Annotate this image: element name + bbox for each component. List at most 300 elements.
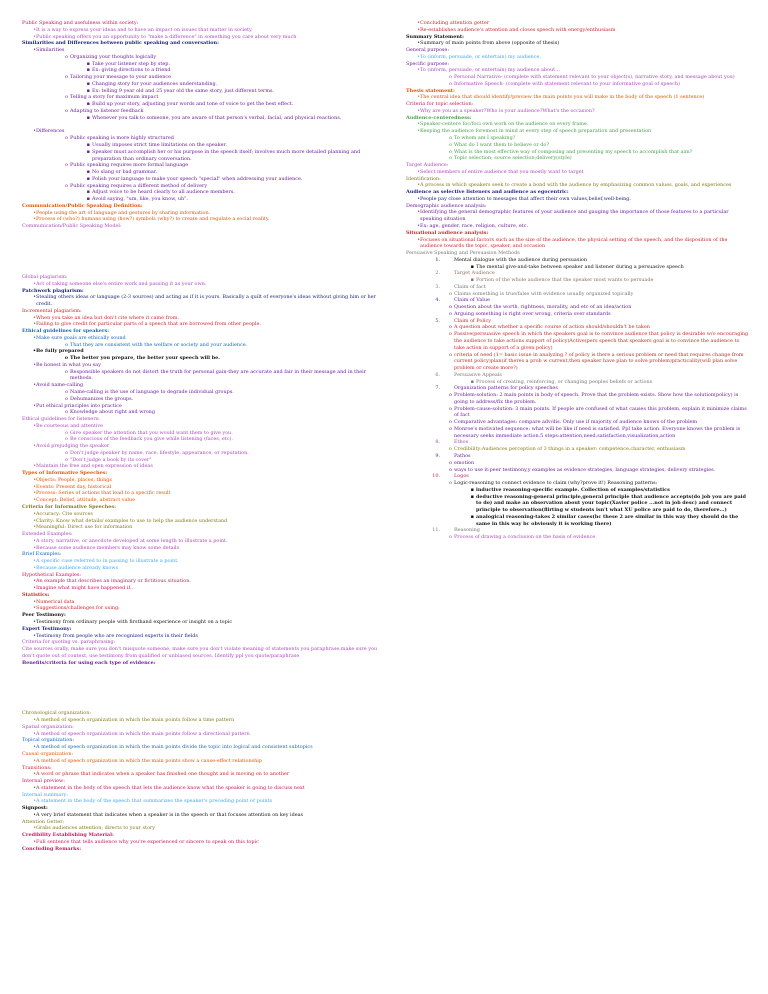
list-item: [22, 524, 384, 531]
item-text: Ex: age, gender, race, religion, culture, etc.: [420, 222, 529, 229]
bullet-icon: •: [33, 578, 36, 585]
bullet-icon: ▪: [86, 60, 90, 67]
list-item: [406, 94, 751, 101]
item-text: Statistics:: [22, 591, 50, 598]
list-item: [22, 335, 384, 342]
left-column: [22, 20, 384, 852]
item-text: Similarities: [36, 47, 65, 54]
bullet-icon: •: [33, 402, 36, 409]
bullet-icon: •: [33, 334, 36, 341]
bullet-icon: ▪: [470, 263, 474, 270]
list-number: 7.: [435, 385, 440, 392]
list-item: [406, 135, 751, 142]
bullet-icon: o: [65, 53, 68, 60]
item-text: A question about whether a specific course of action should/shouldn't be taken: [454, 324, 650, 331]
item-text: Specific purpose:: [406, 60, 449, 67]
bullet-icon: ▪: [86, 142, 90, 149]
bullet-icon: •: [33, 537, 36, 544]
bullet-icon: ▪: [86, 80, 90, 87]
list-item: [22, 94, 384, 101]
list-item: [22, 538, 384, 545]
section-heading: [22, 531, 384, 538]
bullet-icon: o: [449, 331, 452, 338]
list-item: [406, 108, 751, 115]
list-item: [22, 605, 384, 612]
item-text: Stealing others ideas or language (2-3 sources) and acting as if it is yours. Basically a quilt of everyone's ideas without giving him or her credit.: [36, 294, 376, 308]
list-item: [22, 183, 384, 190]
item-text: Give speaker the attention that you would want them to give you.: [70, 429, 233, 436]
list-item: [22, 812, 384, 819]
bullet-icon: o: [65, 162, 68, 169]
list-item: [22, 409, 384, 416]
list-item: [22, 403, 384, 410]
item-text: Comparative advantages: compare adv/dis. Only use if majority of audience knows of the problem: [454, 419, 698, 426]
item-text: Grabs audiences attention; directs to your story: [36, 825, 156, 832]
item-text: Summary Statement:: [406, 33, 464, 40]
item-text: Internal preview:: [22, 778, 65, 785]
bullet-icon: •: [417, 20, 420, 26]
item-text: Arguing something is right over wrong, criteria over standards: [454, 310, 611, 317]
section-heading: [406, 203, 751, 210]
bullet-icon: •: [33, 585, 36, 592]
item-text: Tailoring your message to your audience: [70, 74, 172, 81]
item-text: General purpose:: [406, 47, 449, 54]
item-text: Brief Examples:: [22, 551, 62, 558]
item-text: Topical organization:: [22, 737, 75, 744]
bullet-icon: •: [33, 717, 36, 724]
item-text: Responsible speakers do not distort the truth for personal gain-they are accurate and fair in their message and in their methods.: [70, 368, 367, 382]
list-item: [406, 352, 751, 372]
item-text: Ex: giving directions to a friend: [92, 67, 171, 74]
list-number: 6.: [435, 371, 440, 378]
section-heading: [22, 416, 384, 423]
list-item: [406, 514, 751, 528]
list-item: [406, 81, 751, 88]
list-item: [406, 297, 751, 304]
list-item: [22, 785, 384, 792]
list-number: 4.: [435, 297, 440, 304]
item-text: Telling a story for maximum impact: [70, 94, 159, 101]
list-item: [22, 518, 384, 525]
bullet-icon: •: [417, 195, 420, 202]
list-item: [406, 406, 751, 420]
list-item: [22, 128, 384, 135]
item-text: deductive reasoning-general principle,general principle that audience accepts(do job you are paid to do) and make an observation about your topic(Xavier police ...not in job desc) and connect principle to observation(flirting w students isn't what XU police are paid to do, therefore…): [476, 493, 746, 514]
list-item: [22, 348, 384, 355]
bullet-icon: •: [417, 67, 420, 74]
bullet-icon: o: [449, 419, 452, 426]
item-text: Be conscious of the feedback you give while listening (faces, etc).: [70, 436, 233, 443]
bullet-icon: •: [33, 632, 36, 639]
item-text: A method of speech organization in which the main points follow a time pattern: [36, 717, 235, 724]
item-text: Maintain the free and open expression of ideas: [36, 463, 153, 470]
list-item: [22, 342, 384, 349]
list-item: [22, 484, 384, 491]
item-text: Cite sources orally, make sure you don't misquote someone, make sure you don't violate meaning of statements you paraphrase,make sure you don't quote out of context, use testimony from qualified or unbiased sources. Identify ppl you quote/paraphrase: [22, 646, 378, 659]
item-text: Patchwork plagiarism:: [22, 287, 84, 294]
item-text: People using the art of language and gestures by sharing information.: [36, 209, 211, 216]
item-text: emotion: [454, 459, 475, 466]
list-item: [22, 565, 384, 572]
bullet-icon: o: [449, 480, 452, 487]
list-item: [22, 436, 384, 443]
list-item: [22, 54, 384, 61]
bullet-icon: ▪: [470, 513, 474, 520]
section-heading: [22, 639, 384, 646]
item-text: Monroe's motivated sequence: what will be like if need is satisfied. Ppl take action. Everyone knows the problem is necessary seeks immediate action.5 steps:attention,need,satisfaction,visualization,action: [454, 425, 741, 439]
list-item: [406, 169, 751, 176]
list-item: [22, 450, 384, 457]
list-item: [406, 264, 751, 271]
bullet-icon: •: [33, 361, 36, 368]
section-heading: [22, 20, 384, 27]
item-text: Topic selection; source selection;delivery(style): [454, 155, 572, 162]
item-text: Public speaking offers you an opportunity to "make a difference" in something you care about very much: [36, 33, 297, 40]
bullet-icon: o: [65, 74, 68, 81]
item-text: Process: Series of actions that lead to a specific result: [36, 490, 171, 497]
list-item: [406, 121, 751, 128]
item-text: To whom am I speaking?: [454, 135, 516, 142]
item-text: A method of speech organization in which the main points show a cause-effect relationship: [36, 757, 262, 764]
bullet-icon: •: [32, 348, 36, 355]
item-text: Logic-reasoning to connect evidence to claim (why?prove it!) Reasoning patterns:: [454, 480, 658, 487]
list-item: [406, 182, 751, 189]
item-text: To (inform, persuade, or entertain) my audience.: [420, 53, 541, 60]
bullet-icon: •: [417, 182, 420, 189]
item-text: Public speaking requires more formal language: [70, 162, 189, 169]
bullet-icon: •: [417, 26, 420, 33]
bullet-icon: •: [33, 490, 36, 497]
section-heading: [22, 846, 384, 853]
item-text: A story, narrative, or anecdote developed at some length to illustrate a point.: [36, 537, 228, 544]
section-heading: [406, 176, 751, 183]
list-item: [406, 40, 751, 47]
item-text: Audience as selective listeners and audience as egocentric:: [406, 189, 569, 196]
item-text: Knowledge about right and wrong: [70, 409, 155, 416]
bullet-icon: •: [33, 422, 36, 429]
bullet-icon: o: [449, 155, 452, 162]
bullet-icon: ▪: [470, 378, 474, 385]
item-text: Attention Getter:: [22, 818, 65, 825]
list-item: [22, 443, 384, 450]
item-text: Focuses on situational factors such as the size of the audience, the physical setting of the speech, and the disposition of the audience towards the topic, speaker, and occasion: [420, 236, 728, 250]
bullet-icon: o: [65, 135, 68, 142]
bullet-icon: •: [33, 26, 36, 33]
section-heading: [22, 737, 384, 744]
list-item: [22, 34, 384, 41]
bullet-icon: o: [449, 135, 452, 142]
list-item: [22, 382, 384, 389]
item-text: Be honest in what you say: [36, 361, 101, 368]
bullet-icon: •: [33, 510, 36, 517]
item-text: Persuasive Speaking and Persuasion Methods: [406, 250, 520, 257]
list-item: [406, 27, 751, 34]
item-text: Transitions:: [22, 764, 52, 771]
item-text: Process of creating, reinforcing, or changing peoples beliefs or actions: [476, 378, 653, 385]
section-heading: [406, 189, 751, 196]
list-item: [22, 545, 384, 552]
item-text: Concluding Remarks:: [22, 845, 82, 852]
item-text: Criteria for quoting vs. paraphrasing:: [22, 639, 116, 646]
bullet-icon: •: [33, 544, 36, 551]
item-text: No slang or bad grammar.: [92, 169, 158, 176]
section-heading: [22, 646, 384, 660]
section-heading: [22, 504, 384, 511]
item-text: Because audience already knows: [36, 564, 119, 571]
item-text: Personal Narrative- (complete with statement relevant to your object(s), narrative story, and message about you): [454, 74, 735, 81]
item-text: Identification:: [406, 175, 441, 182]
item-text: A very brief statement that indicates when a speaker is in the speech or that focuses attention on key ideas: [36, 811, 304, 818]
bullet-icon: o: [449, 310, 452, 317]
item-text: Changing story for your audiences understanding.: [92, 80, 218, 87]
item-text: Be courteous and attentive: [36, 422, 104, 429]
spacer: [22, 230, 384, 274]
item-text: What is the most effective way of composing and presenting my speech to accomplish that aim?: [454, 148, 693, 155]
bullet-icon: •: [33, 825, 36, 832]
item-text: Situational audience analysis:: [406, 229, 489, 236]
list-item: [22, 463, 384, 470]
item-text: To (inform, persuade, or entertain) my audience about…: [420, 67, 560, 74]
section-heading: [22, 470, 384, 477]
right-column: [406, 20, 751, 541]
item-text: Claim of fact: [454, 283, 486, 290]
item-text: Pathos: [454, 453, 471, 459]
bullet-icon: o: [449, 466, 452, 473]
item-text: Signpost:: [22, 805, 48, 812]
bullet-icon: •: [33, 476, 36, 483]
item-text: It is a way to express your ideas and to have an impact on issues that matter in society.: [36, 26, 253, 33]
list-item: [22, 490, 384, 497]
bullet-icon: o: [449, 392, 452, 399]
bullet-icon: •: [33, 798, 36, 805]
bullet-icon: •: [33, 314, 36, 321]
list-item: [22, 142, 384, 149]
item-text: Select members of entire audience that you mostly want to target: [420, 168, 584, 175]
list-item: [406, 487, 751, 494]
bullet-icon: ▪: [86, 175, 90, 182]
item-text: Make sure goals are ethically sound: [36, 334, 126, 341]
list-item: [22, 135, 384, 142]
list-item: [22, 149, 384, 163]
item-text: Public Speaking and usefulness within society:: [22, 20, 139, 26]
item-text: analogical reasoning-takes 2 similar cases(hc these 2 are similar in this way they should do the same in this way bc obviously it is working there): [476, 513, 739, 527]
bullet-icon: •: [33, 564, 36, 571]
item-text: Peer Testimony:: [22, 612, 66, 619]
bullet-icon: o: [449, 459, 452, 466]
item-text: Reasoning: [454, 527, 480, 534]
list-item: [22, 115, 384, 122]
bullet-icon: •: [417, 53, 420, 60]
item-text: Internal summary:: [22, 791, 69, 798]
list-number: 9.: [435, 453, 440, 459]
item-text: Thesis statement:: [406, 87, 455, 94]
item-text: criteria of need (1= basic issue in analyzing ? of policy is there a serious problem or need that requires change from current policy)plan(if theres a prob w current,then speaker have plan to solve problem)practicality(will plan solve problem or create more?): [454, 351, 744, 372]
item-text: Spatial organization:: [22, 723, 74, 730]
item-text: Passive(persuasive speech in which the speakers goal is to convince audience that policy is desirable w/o encouraging the audience to take actions support of policy)Active(pers speech that speakers goal is to convince the audience to take action in support of a given policy): [454, 331, 749, 351]
list-item: [22, 599, 384, 606]
list-item: [22, 511, 384, 518]
item-text: Organization patterns for policy speeches: [454, 385, 558, 392]
item-text: Ex: telling 9 year old and 25 year old the same story, just different terms.: [92, 87, 275, 94]
list-item: [22, 189, 384, 196]
bullet-icon: ▪: [86, 101, 90, 108]
list-item: [406, 460, 751, 467]
section-heading: [22, 660, 384, 667]
item-text: "Don't judge a book by its cover": [70, 456, 152, 463]
bullet-icon: •: [417, 209, 420, 216]
item-text: Persuasive Appeals: [454, 371, 502, 378]
section-heading: [22, 710, 384, 717]
bullet-icon: o: [449, 425, 452, 432]
bullet-icon: ▪: [86, 169, 90, 176]
item-text: Adapting to listener feedback: [70, 107, 144, 114]
bullet-icon: o: [449, 446, 452, 453]
bullet-icon: ▪: [86, 196, 90, 203]
item-text: That they are consistent with the welfare or society and your audience.: [70, 341, 248, 348]
bullet-icon: •: [33, 47, 36, 54]
item-text: Ethical guidelines for speakers:: [22, 328, 110, 335]
bullet-icon: o: [449, 80, 452, 87]
item-text: Chronological organization:: [22, 710, 92, 717]
bullet-icon: •: [33, 209, 36, 216]
list-item: [406, 142, 751, 149]
list-item: [22, 497, 384, 504]
bullet-icon: •: [33, 128, 36, 135]
bullet-icon: o: [65, 388, 68, 395]
bullet-icon: o: [65, 94, 68, 101]
bullet-icon: o: [65, 436, 68, 443]
item-text: Identifying the general demographic features of your audience and gauging the importance of those features to a particular speaking situation: [420, 209, 729, 223]
bullet-icon: •: [33, 757, 36, 764]
bullet-icon: •: [417, 121, 420, 128]
list-item: [22, 61, 384, 68]
item-text: Avoid saying, "um, like, you know, uh".: [92, 196, 188, 203]
item-text: Name-calling is the use of language to degrade individual groups.: [70, 388, 234, 395]
bullet-icon: o: [65, 449, 68, 456]
section-heading: [406, 250, 751, 257]
item-text: Target Audience: [454, 270, 495, 277]
list-item: [22, 362, 384, 369]
section-heading: [22, 308, 384, 315]
section-heading: [22, 551, 384, 558]
item-text: A word or phrase that indicates when a speaker has finished one thought and is moving on to another: [36, 771, 290, 778]
bullet-icon: ▪: [86, 189, 90, 196]
bullet-icon: •: [33, 524, 36, 531]
list-item: [406, 318, 751, 325]
section-heading: [22, 724, 384, 731]
bullet-icon: •: [33, 784, 36, 791]
item-text: Audience-centeredness:: [406, 114, 472, 121]
list-item: [406, 419, 751, 426]
item-text: Usually imposes strict time limitations on the speaker.: [92, 142, 227, 149]
item-text: Put ethical principles into practice: [36, 402, 122, 409]
item-text: Events: Present day, historical: [36, 483, 112, 490]
bullet-icon: •: [417, 94, 420, 101]
item-text: Process of (who?) humans using (how?) symbols (why?) to create and regulate a social reality.: [36, 216, 270, 223]
bullet-icon: •: [33, 771, 36, 778]
item-text: Informative Speech- (complete with statement relevant to your informative goal of speech): [454, 80, 680, 87]
item-text: Ethos: [454, 439, 469, 446]
item-text: Keeping the audience foremost in mind at every step of speech preparation and presentation: [420, 128, 652, 135]
item-text: Numerical data: [36, 598, 75, 605]
item-text: A method of speech organization in which the main points divide the topic into logical and consistent subtopics: [36, 744, 313, 751]
list-item: [406, 223, 751, 230]
list-item: [22, 389, 384, 396]
item-text: Speaker-centere foc/foci own work on the audience on every frame.: [420, 121, 589, 128]
item-text: Criteria for topic selection:: [406, 101, 474, 108]
bullet-icon: •: [417, 168, 420, 175]
section-heading: [22, 612, 384, 619]
list-item: [406, 527, 751, 534]
list-item: [406, 480, 751, 487]
item-text: Failing to give credit for particular parts of a speech that are borrowed from other people.: [36, 321, 261, 328]
bullet-icon: o: [64, 355, 68, 362]
bullet-icon: •: [33, 483, 36, 490]
list-item: [22, 798, 384, 805]
bullet-icon: o: [449, 534, 452, 541]
list-item: [22, 88, 384, 95]
list-item: [406, 270, 751, 277]
section-heading: [406, 115, 751, 122]
bullet-icon: ▪: [86, 87, 90, 94]
section-heading: [22, 819, 384, 826]
list-item: [22, 396, 384, 403]
item-text: Be fully prepared: [36, 348, 84, 355]
list-number: 11.: [432, 527, 440, 534]
section-heading: [22, 805, 384, 812]
item-text: Demographic audience analysis:: [406, 202, 487, 209]
list-item: [22, 839, 384, 846]
item-text: Credibility Establishing Material:: [22, 832, 114, 839]
spacer: [22, 121, 384, 128]
list-number: 8.: [435, 439, 440, 446]
item-text: Clarity: Know what details/ examples to use to help the audience understand: [36, 517, 228, 524]
bullet-icon: •: [33, 463, 36, 470]
item-text: What do I want them to believe or do?: [454, 141, 549, 148]
list-item: [406, 439, 751, 446]
list-item: [22, 27, 384, 34]
section-heading: [22, 592, 384, 599]
section-heading: [22, 778, 384, 785]
bullet-icon: o: [449, 148, 452, 155]
item-text: Accuracy: Cite sources: [36, 510, 93, 517]
bullet-icon: o: [65, 395, 68, 402]
bullet-icon: o: [65, 107, 68, 114]
bullet-icon: •: [33, 280, 36, 287]
bullet-icon: •: [417, 107, 420, 114]
list-item: [406, 284, 751, 291]
list-item: [22, 457, 384, 464]
list-item: [22, 176, 384, 183]
list-item: [406, 534, 751, 541]
bullet-icon: •: [33, 517, 36, 524]
item-text: A statement in the body of the speech that summarizes the speaker's preceding point or points: [36, 798, 273, 805]
item-text: Global plagiarism:: [22, 273, 68, 280]
list-item: [406, 257, 751, 264]
bullet-icon: •: [33, 216, 36, 223]
bullet-icon: o: [65, 368, 68, 375]
list-item: [22, 744, 384, 751]
bullet-icon: •: [33, 744, 36, 751]
section-heading: [406, 101, 751, 108]
bullet-icon: •: [33, 294, 36, 301]
bullet-icon: o: [449, 304, 452, 311]
item-text: Portion of the whole audience that the speaker most wants to persuade: [476, 277, 654, 284]
list-number: 3.: [435, 283, 440, 290]
list-item: [22, 47, 384, 54]
bullet-icon: •: [33, 730, 36, 737]
list-item: [406, 446, 751, 453]
